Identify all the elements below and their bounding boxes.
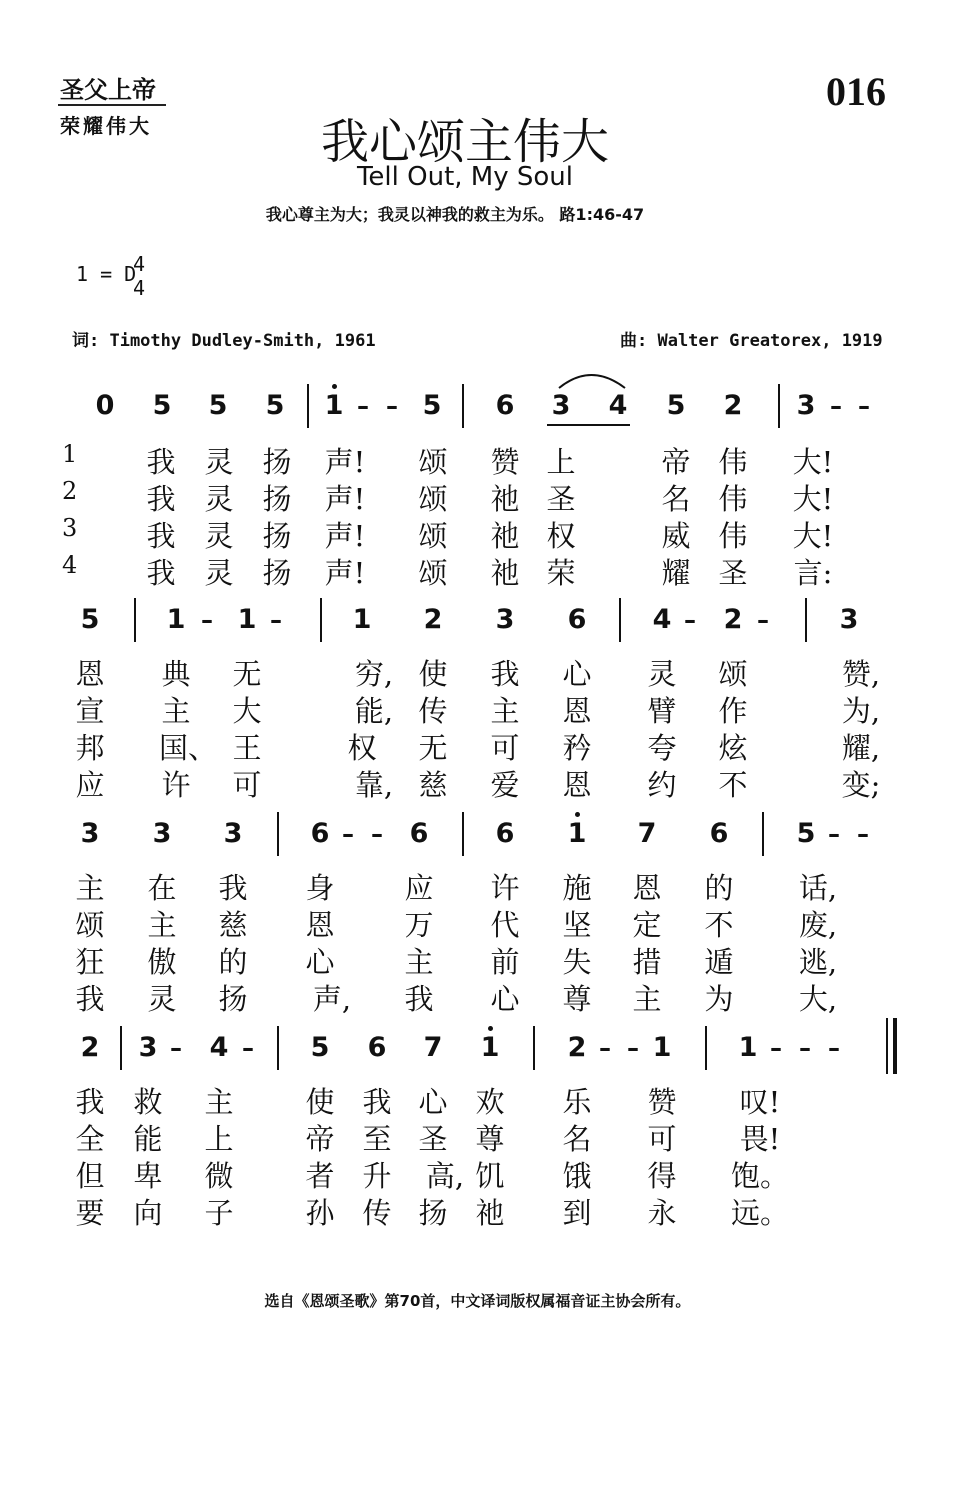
- lyric-syllable: 声!: [324, 445, 366, 479]
- note: –: [684, 606, 696, 634]
- lyric-syllable: 声!: [324, 556, 366, 590]
- barline: [533, 1026, 535, 1070]
- verse-number: 1: [62, 440, 78, 468]
- lyric-syllable: 声!: [324, 482, 366, 516]
- lyric-syllable: 全: [75, 1122, 105, 1156]
- lyric-syllable: 颂: [418, 519, 448, 553]
- lyric-syllable: 扬: [418, 1196, 448, 1230]
- lyric-syllable: 主: [204, 1085, 234, 1119]
- barline: [120, 1026, 122, 1070]
- lyric-syllable: 颂: [75, 908, 105, 942]
- lyric-syllable: 慈: [418, 768, 448, 802]
- note: 0: [95, 390, 115, 421]
- lyric-syllable: 施: [562, 871, 592, 905]
- note: 2: [723, 390, 743, 421]
- barline: [778, 384, 780, 428]
- lyric-syllable: 帝: [661, 445, 691, 479]
- lyric-syllable: 许: [161, 768, 191, 802]
- lyric-syllable: 为: [704, 982, 734, 1016]
- note: –: [828, 1034, 840, 1062]
- lyric-syllable: 在: [147, 871, 177, 905]
- lyric-syllable: 但: [75, 1159, 105, 1193]
- lyric-syllable: 臂: [647, 694, 677, 728]
- lyric-syllable: 传: [362, 1196, 392, 1230]
- note: –: [270, 606, 282, 634]
- lyric-syllable: 爱: [490, 768, 520, 802]
- barline: [705, 1026, 707, 1070]
- lyric-syllable: 的: [218, 945, 248, 979]
- note: –: [858, 392, 870, 420]
- copyright-footer: 选自《恩颂圣歌》第70首，中文译词版权属福音证主协会所有。: [264, 1292, 691, 1310]
- note: 5: [208, 390, 228, 421]
- note: 3: [839, 604, 859, 635]
- lyric-syllable: 可: [647, 1122, 677, 1156]
- note: –: [242, 1034, 254, 1062]
- lyric-syllable: 心: [418, 1085, 448, 1119]
- scripture-verse: 我心尊主为大；我灵以神我的救主为乐。 路1:46-47: [265, 205, 645, 224]
- lyric-syllable: 高,: [425, 1159, 465, 1193]
- lyric-syllable: 灵: [204, 556, 234, 590]
- barline: [277, 812, 279, 856]
- lyric-syllable: 灵: [204, 482, 234, 516]
- lyric-syllable: 圣: [718, 556, 748, 590]
- lyric-syllable: 炫: [718, 731, 748, 765]
- lyric-syllable: 饿: [562, 1159, 592, 1193]
- lyric-syllable: 尊: [562, 982, 592, 1016]
- time-signature: [133, 252, 145, 300]
- lyric-syllable: 扬: [262, 556, 292, 590]
- barline: [619, 598, 621, 642]
- note: –: [857, 820, 869, 848]
- lyric-syllable: 名: [661, 482, 691, 516]
- lyric-syllable: 我: [490, 657, 520, 691]
- barline: [762, 812, 764, 856]
- note: 7: [637, 818, 657, 849]
- lyric-syllable: 上: [204, 1122, 234, 1156]
- lyric-syllable: 颂: [418, 482, 448, 516]
- barline: [462, 812, 464, 856]
- lyric-syllable: 变;: [841, 768, 881, 802]
- lyric-syllable: 万: [404, 908, 434, 942]
- lyric-syllable: 恩: [562, 694, 592, 728]
- verse-number: 3: [62, 514, 78, 542]
- lyric-syllable: 圣: [418, 1122, 448, 1156]
- lyric-syllable: 我: [75, 1085, 105, 1119]
- lyric-syllable: 心: [490, 982, 520, 1016]
- lyric-syllable: 大,: [798, 982, 838, 1016]
- note: 1: [652, 1032, 672, 1063]
- note: 5: [422, 390, 442, 421]
- lyric-syllable: 措: [632, 945, 662, 979]
- note: 6: [409, 818, 429, 849]
- lyric-syllable: 言:: [793, 556, 833, 590]
- note: 1: [166, 604, 186, 635]
- note: 4: [652, 604, 672, 635]
- note: 3: [551, 390, 571, 421]
- hymn-title: 我心颂主伟大: [320, 114, 609, 170]
- lyric-syllable: 恩: [562, 768, 592, 802]
- lyric-syllable: 能: [133, 1122, 163, 1156]
- note: 6: [709, 818, 729, 849]
- lyric-syllable: 典: [161, 657, 191, 691]
- note: 5: [796, 818, 816, 849]
- slur: [555, 368, 635, 392]
- lyric-syllable: 颂: [418, 445, 448, 479]
- barline: [134, 598, 136, 642]
- note: –: [599, 1034, 611, 1062]
- time-signature-top: 4: [133, 252, 146, 276]
- lyric-syllable: 灵: [147, 982, 177, 1016]
- lyric-syllable: 荣: [546, 556, 576, 590]
- lyric-syllable: 赞: [490, 445, 520, 479]
- note: 2: [80, 1032, 100, 1063]
- lyric-syllable: 权: [347, 731, 377, 765]
- lyric-syllable: 失: [562, 945, 592, 979]
- lyric-syllable: 饥: [475, 1159, 505, 1193]
- lyric-syllable: 我: [75, 982, 105, 1016]
- lyric-syllable: 远。: [730, 1196, 790, 1230]
- subcategory-label: 荣耀伟大: [60, 114, 152, 138]
- note: 5: [666, 390, 686, 421]
- lyric-syllable: 我: [146, 482, 176, 516]
- note: –: [371, 820, 383, 848]
- lyric-syllable: 子: [204, 1196, 234, 1230]
- lyric-syllable: 恩: [75, 657, 105, 691]
- lyric-syllable: 主: [147, 908, 177, 942]
- lyric-syllable: 大!: [792, 519, 834, 553]
- note: 5: [80, 604, 100, 635]
- category-label: 圣父上帝: [60, 75, 156, 104]
- lyric-syllable: 宣: [75, 694, 105, 728]
- lyric-syllable: 灵: [204, 519, 234, 553]
- lyric-syllable: 到: [562, 1196, 592, 1230]
- lyric-syllable: 叹!: [739, 1085, 781, 1119]
- note: –: [799, 1034, 811, 1062]
- lyric-syllable: 狂: [75, 945, 105, 979]
- lyric-syllable: 穷,: [354, 657, 394, 691]
- note: 1: [567, 818, 587, 849]
- lyric-syllable: 傲: [147, 945, 177, 979]
- note: –: [201, 606, 213, 634]
- note: 7: [423, 1032, 443, 1063]
- lyric-syllable: 永: [647, 1196, 677, 1230]
- note: 1: [738, 1032, 758, 1063]
- lyric-syllable: 我: [362, 1085, 392, 1119]
- lyric-syllable: 声,: [312, 982, 352, 1016]
- lyric-syllable: 耀,: [841, 731, 881, 765]
- lyric-syllable: 慈: [218, 908, 248, 942]
- lyric-syllable: 传: [418, 694, 448, 728]
- note: –: [342, 820, 354, 848]
- lyric-syllable: 圣: [546, 482, 576, 516]
- lyric-syllable: 帝: [305, 1122, 335, 1156]
- lyric-syllable: 主: [161, 694, 191, 728]
- note: 6: [495, 818, 515, 849]
- lyric-syllable: 升: [362, 1159, 392, 1193]
- lyric-syllable: 作: [718, 694, 748, 728]
- note: –: [757, 606, 769, 634]
- barline: [462, 384, 464, 428]
- verse-number: 4: [62, 551, 78, 579]
- verse-number: 2: [62, 477, 78, 505]
- composer-credit: 曲: Walter Greatorex, 1919: [620, 331, 883, 351]
- lyric-syllable: 定: [632, 908, 662, 942]
- lyric-syllable: 救: [133, 1085, 163, 1119]
- note: 4: [209, 1032, 229, 1063]
- lyric-syllable: 上: [546, 445, 576, 479]
- note: 6: [567, 604, 587, 635]
- lyric-syllable: 扬: [262, 519, 292, 553]
- note: 5: [152, 390, 172, 421]
- final-barline: [893, 1018, 897, 1074]
- note: –: [357, 392, 369, 420]
- lyric-syllable: 使: [418, 657, 448, 691]
- octave-dot: [575, 812, 580, 817]
- final-barline: [886, 1018, 888, 1074]
- lyric-syllable: 扬: [262, 482, 292, 516]
- lyric-syllable: 孙: [305, 1196, 335, 1230]
- lyric-syllable: 乐: [562, 1085, 592, 1119]
- lyric-syllable: 我: [146, 519, 176, 553]
- note: 5: [265, 390, 285, 421]
- lyric-syllable: 能,: [354, 694, 394, 728]
- octave-dot: [488, 1026, 493, 1031]
- lyric-syllable: 微: [204, 1159, 234, 1193]
- lyric-syllable: 夸: [647, 731, 677, 765]
- note: 2: [567, 1032, 587, 1063]
- lyric-syllable: 颂: [418, 556, 448, 590]
- lyric-syllable: 废,: [798, 908, 838, 942]
- lyric-syllable: 靠,: [354, 768, 394, 802]
- lyric-syllable: 国、: [158, 731, 218, 765]
- lyric-syllable: 至: [362, 1122, 392, 1156]
- lyric-syllable: 声!: [324, 519, 366, 553]
- lyric-syllable: 赞: [647, 1085, 677, 1119]
- note: 1: [237, 604, 257, 635]
- barline: [805, 598, 807, 642]
- note: –: [170, 1034, 182, 1062]
- lyric-syllable: 祂: [490, 556, 520, 590]
- note: –: [627, 1034, 639, 1062]
- lyric-syllable: 坚: [562, 908, 592, 942]
- lyric-syllable: 颂: [718, 657, 748, 691]
- lyric-syllable: 王: [232, 731, 262, 765]
- lyric-syllable: 我: [404, 982, 434, 1016]
- lyric-syllable: 耀: [661, 556, 691, 590]
- lyric-syllable: 扬: [262, 445, 292, 479]
- lyric-syllable: 欢: [475, 1085, 505, 1119]
- time-signature-bottom: 4: [133, 276, 146, 300]
- lyric-syllable: 前: [490, 945, 520, 979]
- key-signature: 1 = D: [76, 262, 137, 286]
- note: 3: [796, 390, 816, 421]
- barline: [320, 598, 322, 642]
- lyric-syllable: 卑: [133, 1159, 163, 1193]
- note: 3: [152, 818, 172, 849]
- lyric-syllable: 可: [490, 731, 520, 765]
- lyric-syllable: 权: [546, 519, 576, 553]
- lyric-syllable: 逃,: [798, 945, 838, 979]
- lyric-syllable: 尊: [475, 1122, 505, 1156]
- lyric-syllable: 得: [647, 1159, 677, 1193]
- barline: [277, 1026, 279, 1070]
- lyric-syllable: 伟: [718, 445, 748, 479]
- lyric-syllable: 邦: [75, 731, 105, 765]
- note: –: [830, 392, 842, 420]
- lyric-syllable: 约: [647, 768, 677, 802]
- lyric-syllable: 使: [305, 1085, 335, 1119]
- lyric-syllable: 不: [704, 908, 734, 942]
- lyric-syllable: 恩: [305, 908, 335, 942]
- lyric-syllable: 祂: [490, 482, 520, 516]
- lyric-syllable: 我: [146, 445, 176, 479]
- lyric-syllable: 赞,: [841, 657, 881, 691]
- lyric-syllable: 我: [218, 871, 248, 905]
- lyric-syllable: 矜: [562, 731, 592, 765]
- barline: [307, 384, 309, 428]
- note: 6: [367, 1032, 387, 1063]
- note: –: [828, 820, 840, 848]
- note: 1: [352, 604, 372, 635]
- lyric-syllable: 祂: [475, 1196, 505, 1230]
- lyric-syllable: 灵: [647, 657, 677, 691]
- note: 3: [80, 818, 100, 849]
- note: 6: [310, 818, 330, 849]
- lyric-syllable: 无: [232, 657, 262, 691]
- lyric-syllable: 代: [490, 908, 520, 942]
- lyric-syllable: 威: [661, 519, 691, 553]
- lyric-syllable: 主: [490, 694, 520, 728]
- lyric-syllable: 大: [232, 694, 262, 728]
- lyric-syllable: 名: [562, 1122, 592, 1156]
- note: 2: [423, 604, 443, 635]
- note: 1: [324, 390, 344, 421]
- note: 6: [495, 390, 515, 421]
- lyric-syllable: 主: [404, 945, 434, 979]
- lyric-syllable: 伟: [718, 482, 748, 516]
- note: –: [386, 392, 398, 420]
- lyric-syllable: 畏!: [739, 1122, 781, 1156]
- lyric-syllable: 扬: [218, 982, 248, 1016]
- note: 5: [310, 1032, 330, 1063]
- note: 3: [138, 1032, 158, 1063]
- lyric-syllable: 心: [562, 657, 592, 691]
- lyric-syllable: 者: [305, 1159, 335, 1193]
- note: 2: [723, 604, 743, 635]
- lyric-syllable: 许: [490, 871, 520, 905]
- lyric-syllable: 饱。: [730, 1159, 790, 1193]
- hymn-subtitle: Tell Out, My Soul: [356, 162, 574, 192]
- lyric-syllable: 可: [232, 768, 262, 802]
- lyric-syllable: 我: [146, 556, 176, 590]
- beam-underline: [547, 424, 630, 426]
- lyric-syllable: 伟: [718, 519, 748, 553]
- lyric-syllable: 主: [632, 982, 662, 1016]
- lyric-syllable: 为,: [841, 694, 881, 728]
- lyric-syllable: 的: [704, 871, 734, 905]
- octave-dot: [332, 384, 337, 389]
- note: 1: [480, 1032, 500, 1063]
- hymn-number: 016: [826, 69, 886, 114]
- lyric-syllable: 灵: [204, 445, 234, 479]
- lyric-syllable: 身: [305, 871, 335, 905]
- lyric-syllable: 恩: [632, 871, 662, 905]
- lyric-syllable: 应: [75, 768, 105, 802]
- lyric-syllable: 遁: [704, 945, 734, 979]
- lyric-syllable: 大!: [792, 482, 834, 516]
- note: 4: [608, 390, 628, 421]
- lyric-syllable: 向: [133, 1196, 163, 1230]
- note: 3: [223, 818, 243, 849]
- lyric-syllable: 要: [75, 1196, 105, 1230]
- lyricist-credit: 词: Timothy Dudley-Smith, 1961: [72, 331, 376, 351]
- lyric-syllable: 祂: [490, 519, 520, 553]
- lyric-syllable: 心: [305, 945, 335, 979]
- lyric-syllable: 话,: [798, 871, 838, 905]
- lyric-syllable: 主: [75, 871, 105, 905]
- lyric-syllable: 不: [718, 768, 748, 802]
- note: –: [770, 1034, 782, 1062]
- note: 3: [495, 604, 515, 635]
- lyric-syllable: 无: [418, 731, 448, 765]
- lyric-syllable: 应: [404, 871, 434, 905]
- lyric-syllable: 大!: [792, 445, 834, 479]
